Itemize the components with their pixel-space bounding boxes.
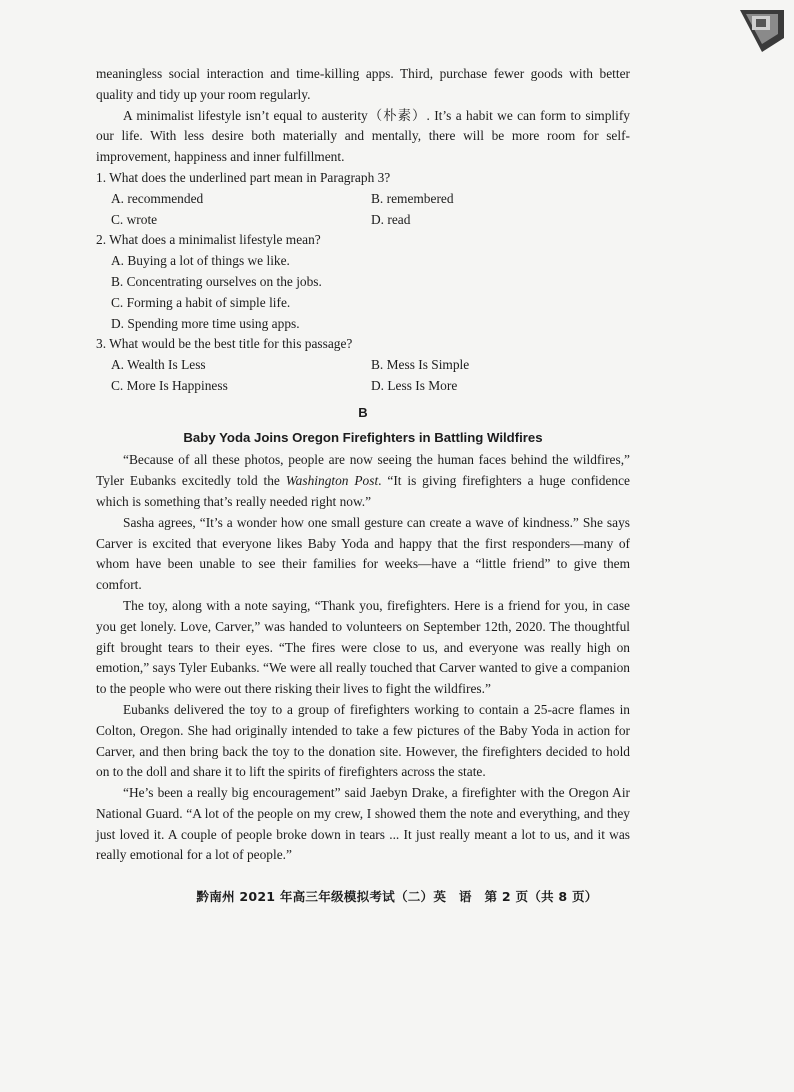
question-3-option-b: B. Mess Is Simple xyxy=(371,357,470,373)
passage-paragraph-1-end: . “It is giving firefighters a huge confidence which is something that’s really needed right now.” xyxy=(96,473,630,509)
corner-stamp-icon xyxy=(738,8,786,54)
question-3-stem: 3. What would be the best title for this passage? xyxy=(96,336,353,352)
question-2-option-d: D. Spending more time using apps. xyxy=(111,315,300,331)
question-3-option-d: D. Less Is More xyxy=(371,377,458,393)
passage-paragraph-1-start: “Because of all these photos, people are now seeing the human faces behind the wildfires,” Tyler Eubanks excitedly told the xyxy=(96,452,630,489)
section-letter: B xyxy=(358,404,368,420)
exam-content xyxy=(96,64,630,866)
question-2 xyxy=(96,230,630,334)
question-2-option-a: A. Buying a lot of things we like. xyxy=(111,253,290,269)
question-3-option-c: C. More Is Happiness xyxy=(111,377,228,393)
question-2-option-b: B. Concentrating ourselves on the jobs. xyxy=(111,273,322,289)
question-1-option-b: B. remembered xyxy=(371,190,454,206)
question-2-option-c: C. Forming a habit of simple life. xyxy=(111,294,291,310)
passage-paragraph-5: “He’s been a really big encouragement” said Jaebyn Drake, a firefighter with the Oregon Air National Guard. “A lot of the people on my crew, I showed them the note and everything, and they just loved it. A couple of people broke down in tears ... It just really meant a lot to us, and it was really emotional for a lot of people.” xyxy=(96,785,630,863)
question-3 xyxy=(96,334,630,396)
question-1-option-d: D. read xyxy=(371,211,411,227)
page-footer: 黔南州 2021 年高三年级模拟考试（二）英 语 第 2 页（共 8 页） xyxy=(196,889,598,904)
question-1-stem: 1. What does the underlined part mean in Paragraph 3? xyxy=(96,169,391,185)
paragraph-minimalist: A minimalist lifestyle isn’t equal to austerity（朴素）. It’s a habit we can form to simplify our life. With less desire both materially and mentally, there will be more room for self-improvement, happiness and inner fulfillment. xyxy=(96,107,630,165)
passage-paragraph-4: Eubanks delivered the toy to a group of firefighters working to contain a 25-acre flames in Colton, Oregon. She had originally intended to take a few pictures of the Baby Yoda in action for Carver, and then bring back the toy to the donation site. However, the firefighters decided to hold on to the doll and share it to lift the spirits of firefighters across the state. xyxy=(96,701,630,780)
paragraph-continuation: meaningless social interaction and time-killing apps. Third, purchase fewer goods with better quality and tidy up your room regularly. xyxy=(96,66,630,102)
question-3-option-a: A. Wealth Is Less xyxy=(111,357,206,373)
question-1-option-c: C. wrote xyxy=(111,211,158,227)
passage-paragraph-2: Sasha agrees, “It’s a wonder how one small gesture can create a wave of kindness.” She says Carver is excited that everyone likes Baby Yoda and happy that the first responders—many of whom have been unable to see their families for weeks—have a “little friend” to give them comfort. xyxy=(96,514,630,593)
passage-paragraph-3: The toy, along with a note saying, “Thank you, firefighters. Here is a friend for you, in case you get lonely. Love, Carver,” was handed to volunteers on September 12th, 2020. The thoughtful gift brought tears to their eyes. “The fires were close to us, and everyone was really high on emotion,” says Tyler Eubanks. “We were all really touched that Carver wanted to give a companion to the people who were out there risking their lives to fight the wildfires.” xyxy=(96,597,630,697)
question-1 xyxy=(96,168,630,230)
question-2-stem: 2. What does a minimalist lifestyle mean? xyxy=(96,232,321,248)
question-1-option-a: A. recommended xyxy=(111,190,204,206)
passage-paragraph-1 xyxy=(96,450,630,512)
newspaper-name: Washington Post xyxy=(285,473,379,489)
passage-title: Baby Yoda Joins Oregon Firefighters in Battling Wildfires xyxy=(183,429,543,445)
